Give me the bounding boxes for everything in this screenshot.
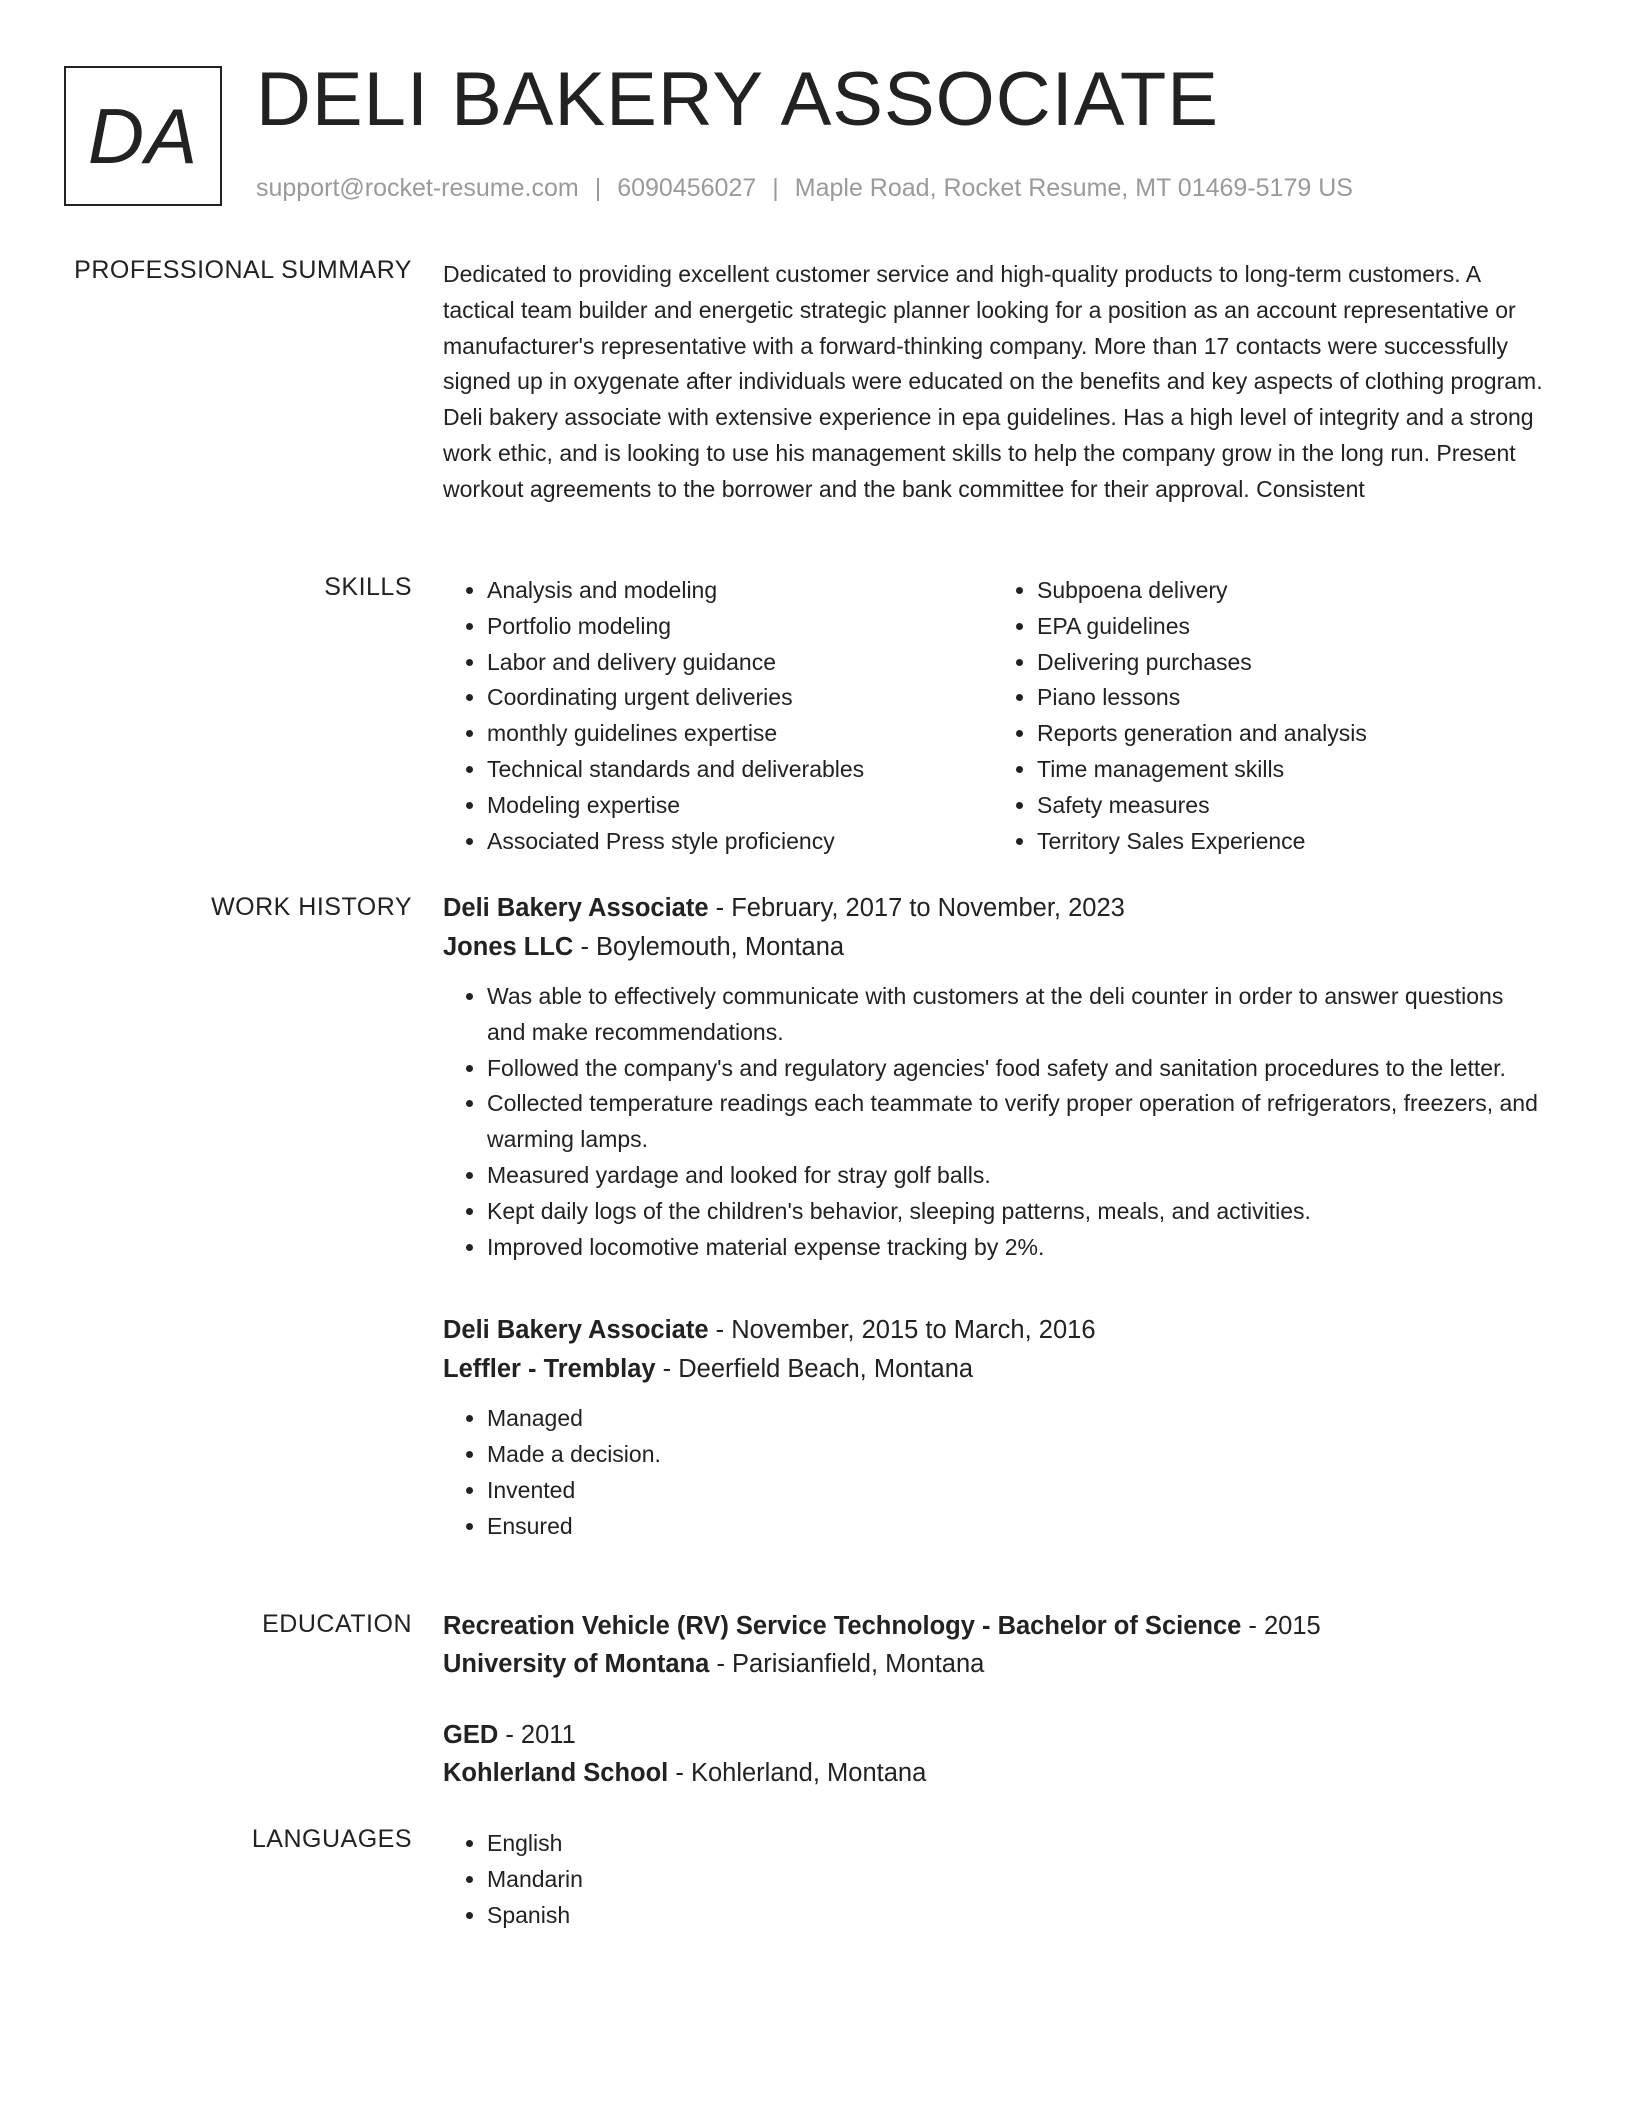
job-dates: - February, 2017 to November, 2023 [708,894,1125,922]
languages-heading: LANGUAGES [251,1825,412,1853]
skill-item: • Portfolio modeling [487,609,993,645]
job-title-line [443,1311,1543,1350]
skill-item: • Delivering purchases [1037,645,1543,681]
skill-item: • Piano lessons [1037,680,1543,716]
education-heading: EDUCATION [262,1610,412,1638]
job-title: Deli Bakery Associate [443,1316,709,1345]
skill-item: • EPA guidelines [1037,609,1543,645]
skill-item: • Time management skills [1037,752,1543,788]
job-dates: - November, 2015 to March, 2016 [708,1316,1096,1345]
page-title: DELI BAKERY ASSOCIATE [256,57,1219,142]
skill-item: • Modeling expertise [487,788,993,824]
skills-heading: SKILLS [324,573,412,601]
job-bullets [443,1401,1543,1544]
education-degree: Recreation Vehicle (RV) Service Technology - Bachelor of Science [443,1612,1242,1640]
job-bullet: • Managed [487,1401,1543,1437]
work-heading: WORK HISTORY [211,893,412,921]
skills-column-right [993,573,1543,859]
skills-list [443,573,1543,859]
summary-heading: PROFESSIONAL SUMMARY [74,256,412,284]
skill-item: • Technical standards and deliverables [487,752,993,788]
education-entry [443,1716,1543,1792]
job-bullet: • Measured yardage and looked for stray golf balls. [487,1158,1543,1194]
job-bullet: • Invented [487,1473,1543,1509]
language-item: • Spanish [487,1898,1543,1934]
contact-separator: | [772,174,779,202]
skill-item: • Analysis and modeling [487,573,993,609]
skill-item: • Safety measures [1037,788,1543,824]
language-item: • English [487,1826,1543,1862]
languages-items [443,1826,1543,1933]
education-year: - 2011 [498,1721,576,1749]
skill-item: • Associated Press style proficiency [487,824,993,860]
job-bullet: • Was able to effectively communicate with customers at the deli counter in order to answer questions and make recommendations. [487,979,1543,1051]
job-bullet: • Collected temperature readings each teammate to verify proper operation of refrigerators, freezers, and warming lamps. [487,1086,1543,1158]
skill-item: • Reports generation and analysis [1037,716,1543,752]
job-company: Jones LLC [443,933,574,961]
education-location: - Kohlerland, Montana [668,1759,927,1787]
contact-address: Maple Road, Rocket Resume, MT 01469-5179 US [794,174,1353,202]
contact-phone[interactable]: 6090456027 [617,174,757,202]
job-entry [443,1311,1543,1544]
education-degree-line [443,1716,1543,1754]
education-degree: GED [443,1721,499,1749]
education-school: Kohlerland School [443,1759,669,1787]
job-bullet: • Improved locomotive material expense tracking by 2%. [487,1230,1543,1266]
job-bullet: • Kept daily logs of the children's behavior, sleeping patterns, meals, and activities. [487,1194,1543,1230]
job-bullet: • Made a decision. [487,1437,1543,1473]
job-location: - Deerfield Beach, Montana [655,1355,974,1384]
skills-column-left [443,573,993,859]
skill-item: • Labor and delivery guidance [487,645,993,681]
job-location: - Boylemouth, Montana [573,933,845,961]
work-list [443,889,1543,1545]
contact-line [256,174,1353,203]
job-company-line [443,928,1543,967]
job-title: Deli Bakery Associate [443,894,709,922]
monogram: DA [64,66,222,206]
education-year: - 2015 [1241,1612,1321,1640]
job-bullets [443,979,1543,1265]
job-company-line [443,1350,1543,1389]
skill-item: • Subpoena delivery [1037,573,1543,609]
skill-item: • monthly guidelines expertise [487,716,993,752]
contact-separator: | [594,174,602,202]
education-school-line [443,1645,1543,1683]
education-list [443,1607,1543,1792]
job-bullet: • Ensured [487,1509,1543,1545]
job-company: Leffler - Tremblay [443,1355,656,1384]
education-location: - Parisianfield, Montana [709,1650,985,1678]
language-item: • Mandarin [487,1862,1543,1898]
skill-item: • Coordinating urgent deliveries [487,680,993,716]
job-entry [443,889,1543,1265]
languages-list [443,1826,1543,1933]
job-bullet: • Followed the company's and regulatory agencies' food safety and sanitation procedures to the letter. [487,1051,1543,1087]
education-school: University of Montana [443,1650,710,1678]
education-school-line [443,1754,1543,1792]
skill-item: • Territory Sales Experience [1037,824,1543,860]
summary-text: Dedicated to providing excellent customer service and high-quality products to long-term customers. A tactical team builder and energetic strategic planner looking for a position as an account representative or manufacturer's representative with a forward-thinking company. More than 17 contacts were successfully signed up in oxygenate after individuals were educated on the benefits and key aspects of clothing program. Deli bakery associate with extensive experience in epa guidelines. Has a high level of integrity and a strong work ethic, and is looking to use his management skills to help the company grow in the long run. Present workout agreements to the borrower and the bank committee for their approval. Consistent [443,261,1543,502]
education-entry [443,1607,1543,1683]
contact-email[interactable]: support@rocket-resume.com [256,174,579,202]
job-title-line [443,889,1543,928]
education-degree-line [443,1607,1543,1645]
